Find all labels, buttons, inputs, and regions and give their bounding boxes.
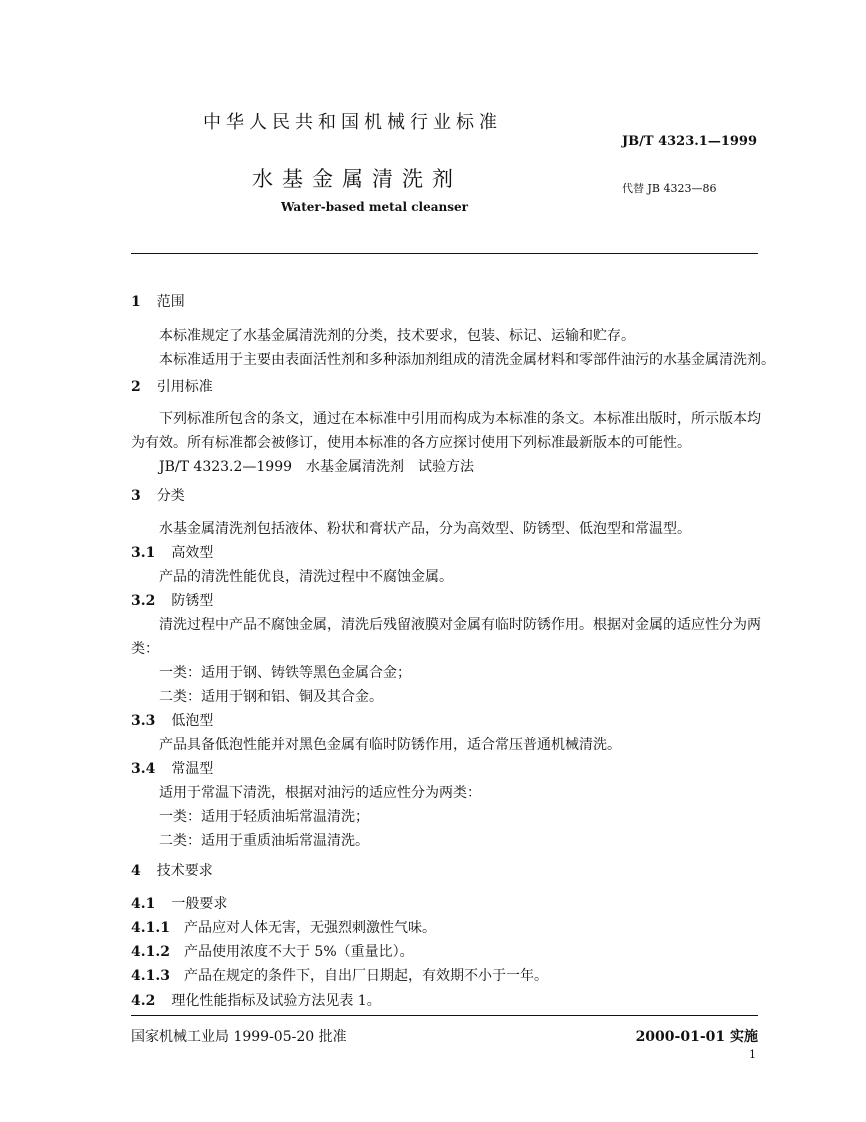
clause-line: 4.1.3 产品在规定的条件下，自出厂日期起，有效期不小于一年。 xyxy=(131,968,548,984)
standard-code: JB/T 4323.1—1999 xyxy=(622,134,758,149)
paragraph-line: 类： xyxy=(131,641,159,657)
subsection-heading: 4.2 理化性能指标及试验方法见表 1。 xyxy=(131,993,381,1009)
paragraph-line: 为有效。所有标准都会被修订，使用本标准的各方应探讨使用下列标准最新版本的可能性。 xyxy=(131,435,691,451)
paragraph-line: 一类：适用于钢、铸铁等黑色金属合金； xyxy=(159,665,411,681)
paragraph-line: 产品的清洗性能优良，清洗过程中不腐蚀金属。 xyxy=(159,569,453,585)
section-heading: 4 技术要求 xyxy=(131,863,213,879)
paragraph-line: 本标准适用于主要由表面活性剂和多种添加剂组成的清洗金属材料和零部件油污的水基金属清洗剂。 xyxy=(159,352,775,368)
subsection-heading: 3.2 防锈型 xyxy=(131,593,214,609)
subsection-heading: 3.4 常温型 xyxy=(131,761,214,777)
subsection-heading: 3.1 高效型 xyxy=(131,545,214,561)
paragraph-line: 二类：适用于钢和铝、铜及其合金。 xyxy=(159,689,383,705)
section-heading: 3 分类 xyxy=(131,488,185,504)
paragraph-line: 清洗过程中产品不腐蚀金属，清洗后残留液膜对金属有临时防锈作用。根据对金属的适应性分为两 xyxy=(159,617,761,633)
english-title: Water-based metal cleanser xyxy=(281,200,468,214)
paragraph-line: 下列标准所包含的条文，通过在本标准中引用而构成为本标准的条文。本标准出版时，所示版本均 xyxy=(159,411,761,427)
organization-heading: 中华人民共和国机械行业标准 xyxy=(203,112,502,133)
paragraph-line: 一类：适用于轻质油垢常温清洗； xyxy=(159,809,369,825)
subsection-heading: 3.3 低泡型 xyxy=(131,713,214,729)
paragraph-line: 产品具备低泡性能并对黑色金属有临时防锈作用，适合常压普通机械清洗。 xyxy=(159,737,621,753)
referenced-standard: JB/T 4323.2—1999 水基金属清洗剂 试验方法 xyxy=(159,459,475,475)
page-number: 1 xyxy=(749,1048,756,1061)
paragraph-line: 二类：适用于重质油垢常温清洗。 xyxy=(159,833,369,849)
footer-divider xyxy=(131,1015,758,1016)
header-divider xyxy=(131,253,758,254)
document-title: 水基金属清洗剂 xyxy=(252,167,462,191)
approval-note: 国家机械工业局 1999-05-20 批准 xyxy=(131,1029,347,1045)
subsection-heading: 4.1 一般要求 xyxy=(131,896,228,912)
replaces-note: 代替 JB 4323—86 xyxy=(622,182,717,195)
paragraph-line: 本标准规定了水基金属清洗剂的分类，技术要求，包装、标记、运输和贮存。 xyxy=(159,328,635,344)
section-heading: 2 引用标准 xyxy=(131,379,213,395)
clause-line: 4.1.1 产品应对人体无害，无强烈刺激性气味。 xyxy=(131,920,436,936)
implementation-date: 2000-01-01 实施 xyxy=(635,1029,758,1045)
section-heading: 1 范围 xyxy=(131,294,185,310)
paragraph-line: 水基金属清洗剂包括液体、粉状和膏状产品，分为高效型、防锈型、低泡型和常温型。 xyxy=(159,521,691,537)
paragraph-line: 适用于常温下清洗，根据对油污的适应性分为两类： xyxy=(159,785,481,801)
clause-line: 4.1.2 产品使用浓度不大于 5%（重量比）。 xyxy=(131,944,414,960)
